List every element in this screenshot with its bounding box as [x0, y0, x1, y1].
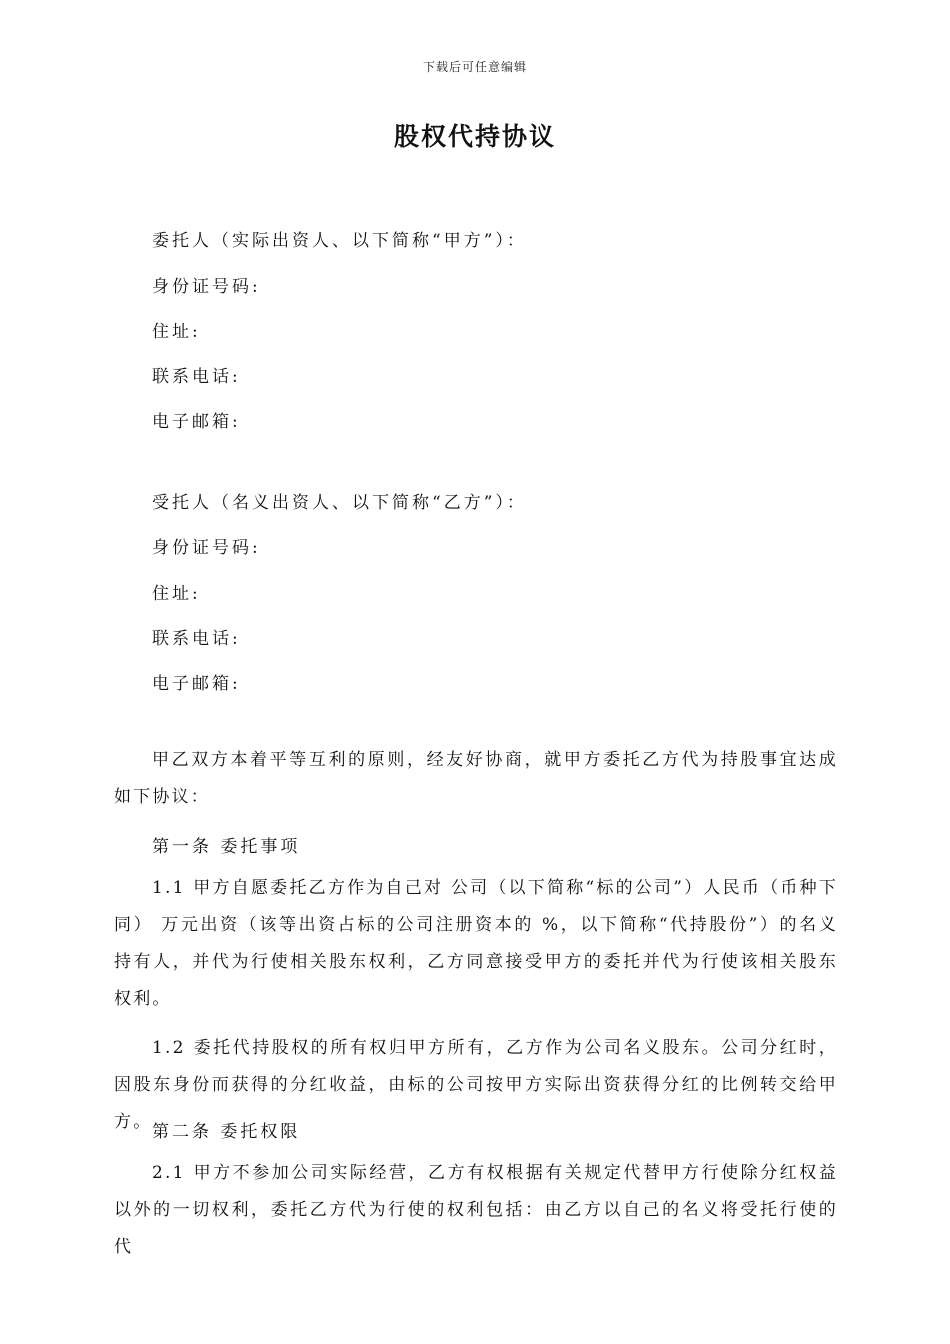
article-1-heading: 第一条 委托事项 [152, 837, 301, 857]
header-note: 下载后可任意编辑 [422, 60, 527, 74]
party-b-email-label: 电子邮箱: [152, 674, 241, 694]
party-a-address-label: 住址: [152, 322, 201, 342]
clause-2-1: 2.1 甲方不参加公司实际经营，乙方有权根据有关规定代替甲方行使除分红权益以外的一切权利，委托乙方代为行使的权利包括：由乙方以自己的名义将受托行使的代 [114, 1163, 838, 1257]
clause-1-1: 1.1 甲方自愿委托乙方作为自己对 公司（以下简称“标的公司”）人民币（币种下同） 万元出资（该等出资占标的公司注册资本的 %，以下简称“代持股份”）的名义持有人，并代为行使相关股东权利，乙方同意接受甲方的委托并代为行使该相关股东权利。 [114, 878, 838, 1009]
party-b-heading: 受托人（名义出资人、以下简称“乙方”）： [152, 493, 527, 513]
party-b-address-label: 住址: [152, 584, 201, 604]
clause-1-2: 1.2 委托代持股权的所有权归甲方所有，乙方作为公司名义股东。公司分红时，因股东身份而获得的分红收益，由标的公司按甲方实际出资获得分红的比例转交给甲方。 [114, 1038, 838, 1132]
party-a-heading: 委托人（实际出资人、以下简称“甲方”）： [152, 231, 527, 251]
party-a-phone-label: 联系电话: [152, 367, 241, 387]
party-a-id-label: 身份证号码: [152, 277, 261, 297]
party-b-phone-label: 联系电话: [152, 629, 241, 649]
party-b-id-label: 身份证号码: [152, 538, 261, 558]
intro-paragraph: 甲乙双方本着平等互利的原则，经友好协商，就甲方委托乙方代为持股事宜达成如下协议： [114, 750, 838, 807]
article-2-heading: 第二条 委托权限 [152, 1122, 301, 1142]
document-title: 股权代持协议 [393, 122, 556, 151]
party-a-email-label: 电子邮箱: [152, 412, 241, 432]
